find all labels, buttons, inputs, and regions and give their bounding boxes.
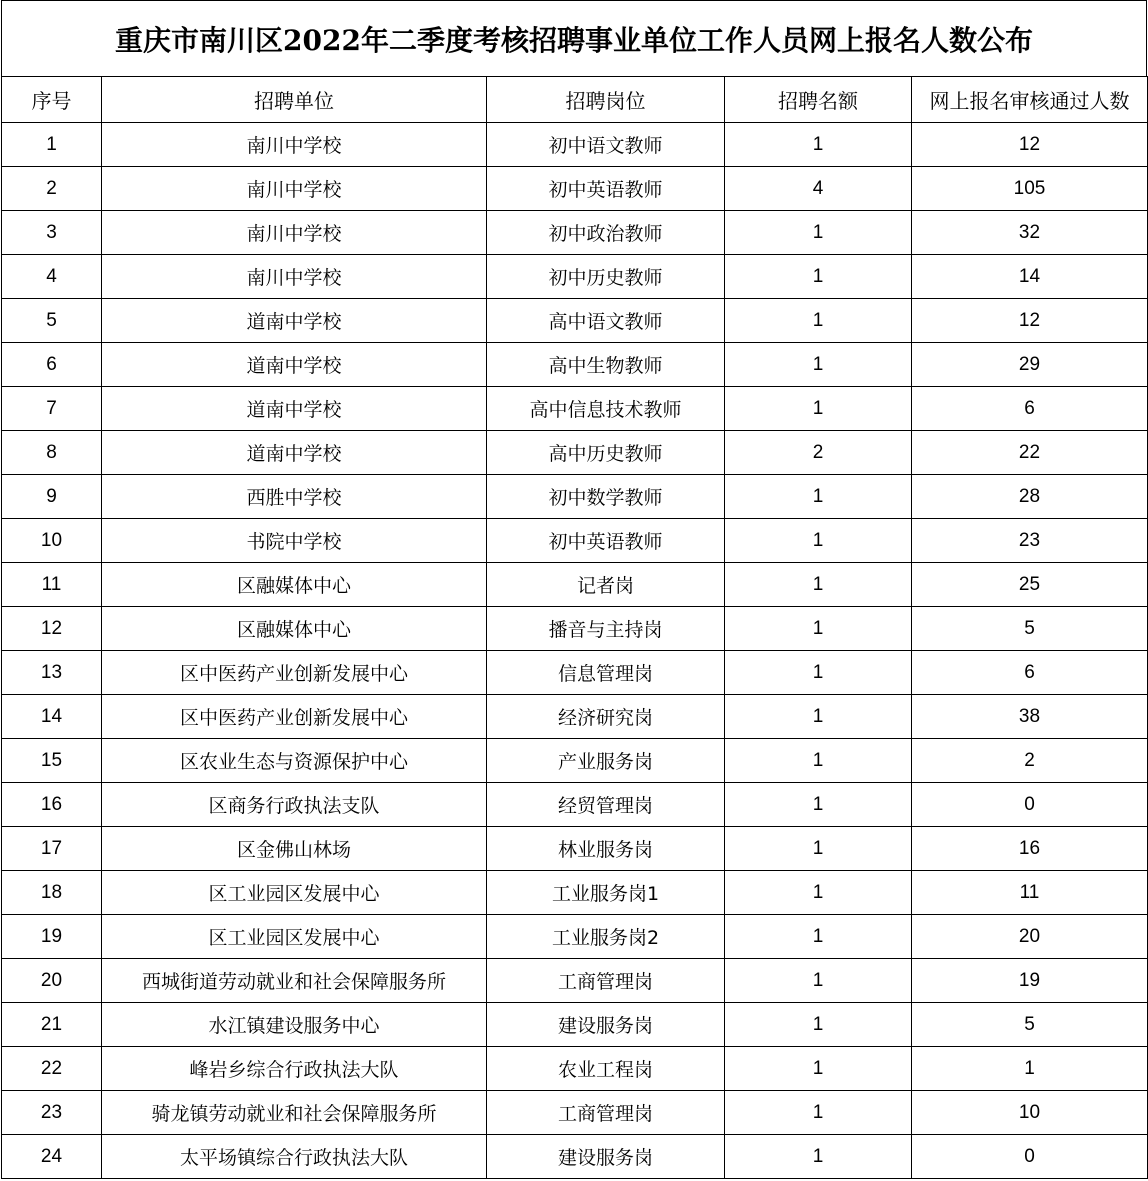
cell-index: 3 bbox=[2, 211, 102, 255]
cell-index: 10 bbox=[2, 519, 102, 563]
table-row bbox=[2, 783, 1148, 827]
cell-unit: 水江镇建设服务中心 bbox=[102, 1003, 487, 1047]
cell-index: 19 bbox=[2, 915, 102, 959]
cell-index: 16 bbox=[2, 783, 102, 827]
cell-quota: 1 bbox=[725, 563, 912, 607]
table-row bbox=[2, 123, 1148, 167]
table-row bbox=[2, 475, 1148, 519]
table-row bbox=[2, 387, 1148, 431]
cell-quota: 1 bbox=[725, 387, 912, 431]
cell-position: 播音与主持岗 bbox=[487, 607, 725, 651]
cell-position: 初中政治教师 bbox=[487, 211, 725, 255]
cell-unit: 区农业生态与资源保护中心 bbox=[102, 739, 487, 783]
cell-position: 初中英语教师 bbox=[487, 519, 725, 563]
cell-applicants: 14 bbox=[912, 255, 1148, 299]
cell-quota: 1 bbox=[725, 343, 912, 387]
cell-position: 林业服务岗 bbox=[487, 827, 725, 871]
cell-unit: 区中医药产业创新发展中心 bbox=[102, 651, 487, 695]
cell-position: 工商管理岗 bbox=[487, 959, 725, 1003]
cell-quota: 1 bbox=[725, 915, 912, 959]
cell-applicants: 19 bbox=[912, 959, 1148, 1003]
cell-index: 20 bbox=[2, 959, 102, 1003]
table-row bbox=[2, 1003, 1148, 1047]
table-row bbox=[2, 519, 1148, 563]
cell-unit: 道南中学校 bbox=[102, 431, 487, 475]
table-row bbox=[2, 1091, 1148, 1135]
cell-index: 13 bbox=[2, 651, 102, 695]
cell-index: 8 bbox=[2, 431, 102, 475]
cell-index: 4 bbox=[2, 255, 102, 299]
cell-applicants: 105 bbox=[912, 167, 1148, 211]
cell-position: 初中英语教师 bbox=[487, 167, 725, 211]
cell-unit: 道南中学校 bbox=[102, 299, 487, 343]
cell-unit: 西城街道劳动就业和社会保障服务所 bbox=[102, 959, 487, 1003]
document-sheet bbox=[1, 0, 1147, 1179]
cell-unit: 区融媒体中心 bbox=[102, 563, 487, 607]
cell-applicants: 32 bbox=[912, 211, 1148, 255]
cell-quota: 1 bbox=[725, 695, 912, 739]
cell-index: 1 bbox=[2, 123, 102, 167]
cell-applicants: 1 bbox=[912, 1047, 1148, 1091]
cell-applicants: 6 bbox=[912, 387, 1148, 431]
cell-index: 2 bbox=[2, 167, 102, 211]
cell-quota: 1 bbox=[725, 123, 912, 167]
cell-position: 建设服务岗 bbox=[487, 1003, 725, 1047]
cell-index: 15 bbox=[2, 739, 102, 783]
cell-quota: 1 bbox=[725, 475, 912, 519]
cell-index: 14 bbox=[2, 695, 102, 739]
table-row bbox=[2, 167, 1148, 211]
cell-quota: 1 bbox=[725, 827, 912, 871]
table-body bbox=[2, 123, 1148, 1179]
cell-index: 23 bbox=[2, 1091, 102, 1135]
cell-index: 21 bbox=[2, 1003, 102, 1047]
cell-unit: 区金佛山林场 bbox=[102, 827, 487, 871]
cell-applicants: 5 bbox=[912, 607, 1148, 651]
cell-position: 工商管理岗 bbox=[487, 1091, 725, 1135]
table-row bbox=[2, 299, 1148, 343]
cell-applicants: 29 bbox=[912, 343, 1148, 387]
cell-quota: 1 bbox=[725, 211, 912, 255]
cell-quota: 1 bbox=[725, 607, 912, 651]
header-quota: 招聘名额 bbox=[725, 77, 912, 123]
cell-quota: 1 bbox=[725, 739, 912, 783]
cell-position: 工业服务岗1 bbox=[487, 871, 725, 915]
cell-quota: 1 bbox=[725, 871, 912, 915]
cell-applicants: 16 bbox=[912, 827, 1148, 871]
cell-applicants: 0 bbox=[912, 1135, 1148, 1179]
cell-unit: 南川中学校 bbox=[102, 123, 487, 167]
cell-quota: 4 bbox=[725, 167, 912, 211]
table-row bbox=[2, 1135, 1148, 1179]
table-row bbox=[2, 827, 1148, 871]
cell-applicants: 5 bbox=[912, 1003, 1148, 1047]
cell-unit: 南川中学校 bbox=[102, 211, 487, 255]
cell-applicants: 12 bbox=[912, 299, 1148, 343]
cell-quota: 1 bbox=[725, 959, 912, 1003]
cell-position: 产业服务岗 bbox=[487, 739, 725, 783]
cell-unit: 太平场镇综合行政执法大队 bbox=[102, 1135, 487, 1179]
cell-position: 信息管理岗 bbox=[487, 651, 725, 695]
cell-index: 6 bbox=[2, 343, 102, 387]
table-row bbox=[2, 651, 1148, 695]
cell-applicants: 2 bbox=[912, 739, 1148, 783]
cell-index: 18 bbox=[2, 871, 102, 915]
cell-unit: 区商务行政执法支队 bbox=[102, 783, 487, 827]
cell-index: 9 bbox=[2, 475, 102, 519]
cell-quota: 1 bbox=[725, 255, 912, 299]
cell-index: 24 bbox=[2, 1135, 102, 1179]
cell-quota: 1 bbox=[725, 651, 912, 695]
table-row bbox=[2, 695, 1148, 739]
cell-applicants: 22 bbox=[912, 431, 1148, 475]
cell-applicants: 6 bbox=[912, 651, 1148, 695]
cell-applicants: 38 bbox=[912, 695, 1148, 739]
table-row bbox=[2, 739, 1148, 783]
cell-position: 建设服务岗 bbox=[487, 1135, 725, 1179]
cell-applicants: 28 bbox=[912, 475, 1148, 519]
table-row bbox=[2, 255, 1148, 299]
cell-unit: 道南中学校 bbox=[102, 387, 487, 431]
table-row bbox=[2, 871, 1148, 915]
cell-index: 12 bbox=[2, 607, 102, 651]
cell-position: 高中信息技术教师 bbox=[487, 387, 725, 431]
header-unit: 招聘单位 bbox=[102, 77, 487, 123]
cell-index: 11 bbox=[2, 563, 102, 607]
cell-quota: 1 bbox=[725, 1003, 912, 1047]
cell-position: 农业工程岗 bbox=[487, 1047, 725, 1091]
cell-position: 高中历史教师 bbox=[487, 431, 725, 475]
cell-unit: 区中医药产业创新发展中心 bbox=[102, 695, 487, 739]
table-row bbox=[2, 431, 1148, 475]
cell-quota: 1 bbox=[725, 1047, 912, 1091]
cell-index: 17 bbox=[2, 827, 102, 871]
cell-position: 工业服务岗2 bbox=[487, 915, 725, 959]
cell-quota: 2 bbox=[725, 431, 912, 475]
cell-unit: 南川中学校 bbox=[102, 255, 487, 299]
cell-index: 22 bbox=[2, 1047, 102, 1091]
header-position: 招聘岗位 bbox=[487, 77, 725, 123]
cell-applicants: 12 bbox=[912, 123, 1148, 167]
cell-applicants: 11 bbox=[912, 871, 1148, 915]
cell-unit: 区工业园区发展中心 bbox=[102, 871, 487, 915]
cell-quota: 1 bbox=[725, 1135, 912, 1179]
cell-unit: 峰岩乡综合行政执法大队 bbox=[102, 1047, 487, 1091]
table-row bbox=[2, 211, 1148, 255]
cell-position: 初中数学教师 bbox=[487, 475, 725, 519]
cell-quota: 1 bbox=[725, 299, 912, 343]
cell-applicants: 10 bbox=[912, 1091, 1148, 1135]
cell-position: 经济研究岗 bbox=[487, 695, 725, 739]
cell-quota: 1 bbox=[725, 519, 912, 563]
cell-index: 5 bbox=[2, 299, 102, 343]
header-index: 序号 bbox=[2, 77, 102, 123]
cell-position: 初中历史教师 bbox=[487, 255, 725, 299]
header-applicants: 网上报名审核通过人数 bbox=[912, 77, 1148, 123]
cell-applicants: 23 bbox=[912, 519, 1148, 563]
table-row bbox=[2, 1047, 1148, 1091]
cell-applicants: 20 bbox=[912, 915, 1148, 959]
table-row bbox=[2, 959, 1148, 1003]
cell-position: 高中语文教师 bbox=[487, 299, 725, 343]
cell-position: 高中生物教师 bbox=[487, 343, 725, 387]
cell-unit: 南川中学校 bbox=[102, 167, 487, 211]
table-row bbox=[2, 343, 1148, 387]
cell-unit: 西胜中学校 bbox=[102, 475, 487, 519]
cell-unit: 道南中学校 bbox=[102, 343, 487, 387]
cell-quota: 1 bbox=[725, 783, 912, 827]
table-row bbox=[2, 915, 1148, 959]
cell-quota: 1 bbox=[725, 1091, 912, 1135]
table-header-row bbox=[2, 77, 1148, 123]
cell-unit: 区工业园区发展中心 bbox=[102, 915, 487, 959]
cell-position: 经贸管理岗 bbox=[487, 783, 725, 827]
cell-position: 记者岗 bbox=[487, 563, 725, 607]
cell-applicants: 25 bbox=[912, 563, 1148, 607]
table-row bbox=[2, 607, 1148, 651]
page-title: 重庆市南川区2022年二季度考核招聘事业单位工作人员网上报名人数公布 bbox=[1, 0, 1147, 76]
cell-unit: 书院中学校 bbox=[102, 519, 487, 563]
registration-table bbox=[1, 76, 1148, 1179]
table-row bbox=[2, 563, 1148, 607]
cell-index: 7 bbox=[2, 387, 102, 431]
cell-applicants: 0 bbox=[912, 783, 1148, 827]
cell-unit: 骑龙镇劳动就业和社会保障服务所 bbox=[102, 1091, 487, 1135]
cell-position: 初中语文教师 bbox=[487, 123, 725, 167]
cell-unit: 区融媒体中心 bbox=[102, 607, 487, 651]
